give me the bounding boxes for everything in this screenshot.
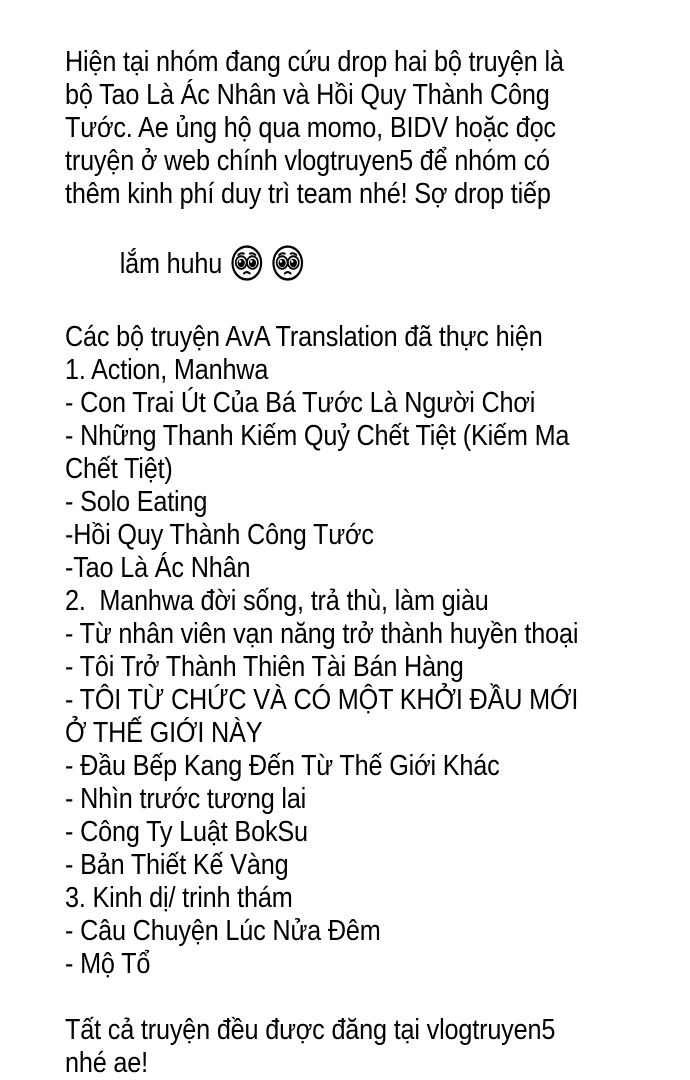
emoji-line-text: lắm huhu	[119, 248, 223, 280]
section-title: 3. Kinh dị/ trinh thám	[65, 882, 293, 914]
text-line: thêm kinh phí duy trì team nhé! Sợ drop tiếp	[65, 178, 551, 210]
series-item: - Câu Chuyện Lúc Nửa Đêm	[65, 915, 381, 947]
series-item: -Tao Là Ác Nhân	[65, 552, 251, 584]
pleading-face-icon	[230, 244, 263, 282]
series-item: - Tôi Trở Thành Thiên Tài Bán Hàng	[65, 651, 464, 683]
text-line: Hiện tại nhóm đang cứu drop hai bộ truyện là	[65, 46, 564, 78]
series-item: - Đầu Bếp Kang Đến Từ Thế Giới Khác	[65, 750, 500, 782]
series-list-header: Các bộ truyện AvA Translation đã thực hiện	[65, 321, 543, 353]
section-slice-of-life	[65, 585, 683, 882]
pleading-face-icon	[271, 244, 304, 282]
section-action-manhwa	[65, 354, 683, 585]
text-column	[65, 46, 683, 1080]
text-line: nhé ae!	[65, 1047, 148, 1079]
footer-note	[65, 1014, 683, 1080]
series-item: Ở THẾ GIỚI NÀY	[65, 717, 263, 749]
section-title: 2. Manhwa đời sống, trả thù, làm giàu	[65, 585, 489, 617]
emoji-line	[65, 211, 683, 315]
section-title: 1. Action, Manhwa	[65, 354, 269, 386]
series-item: - Những Thanh Kiếm Quỷ Chết Tiệt (Kiếm Ma	[65, 420, 570, 452]
series-item: - Từ nhân viên vạn năng trở thành huyền thoại	[65, 618, 579, 650]
text-line: Tất cả truyện đều được đăng tại vlogtruyen5	[65, 1014, 556, 1046]
series-item: -Hồi Quy Thành Công Tước	[65, 519, 374, 551]
series-item: Chết Tiệt)	[65, 453, 173, 485]
section-horror-detective	[65, 882, 683, 981]
series-item: - Solo Eating	[65, 486, 208, 518]
text-line: bộ Tao Là Ác Nhân và Hồi Quy Thành Công	[65, 79, 550, 111]
series-item: - Bản Thiết Kế Vàng	[65, 849, 289, 881]
intro-paragraph	[65, 46, 683, 315]
series-item: - Con Trai Út Của Bá Tước Là Người Chơi	[65, 387, 536, 419]
series-item: - TÔI TỪ CHỨC VÀ CÓ MỘT KHỞI ĐẦU MỚI	[65, 684, 579, 716]
text-line: Tước. Ae ủng hộ qua momo, BIDV hoặc đọc	[65, 112, 556, 144]
series-item: - Công Ty Luật BokSu	[65, 816, 308, 848]
series-item: - Nhìn trước tương lai	[65, 783, 307, 815]
series-item: - Mộ Tổ	[65, 948, 151, 980]
text-line: truyện ở web chính vlogtruyen5 để nhóm có	[65, 145, 550, 177]
